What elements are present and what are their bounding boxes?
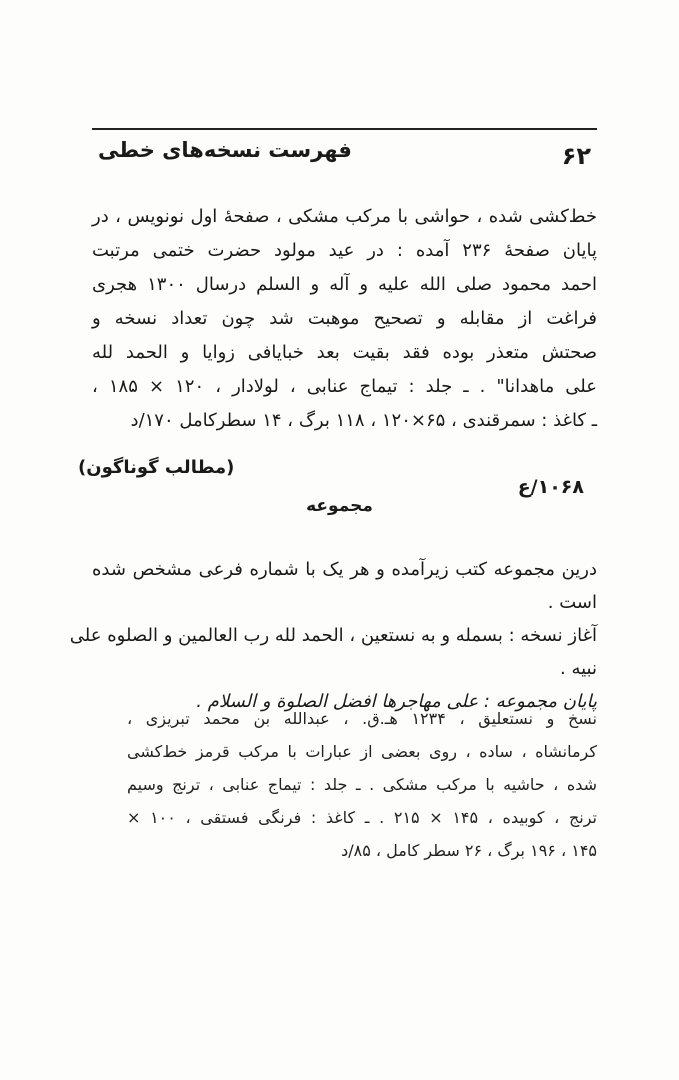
text-line: ترنج ، کوبیده ، ۱۴۵ × ۲۱۵ . ـ کاغذ : فرنگی فستقی ، ۱۰۰ × xyxy=(127,808,598,827)
text-line: آغاز نسخه : بسمله و به نستعین ، الحمد لله رب العالمین و الصلوه علی xyxy=(69,625,597,646)
running-title: فهرست نسخه‌های خطی xyxy=(98,138,352,162)
text-line: کرمانشاه ، ساده ، روی بعضی از عبارات با مرکب قرمز خط‌کشی xyxy=(127,742,597,761)
text-line: درین مجموعه کتب زیرآمده و هر یک با شماره فرعی مشخص شده xyxy=(92,559,597,580)
entry-physical-details xyxy=(127,702,597,867)
text-line: نبیه . xyxy=(560,658,597,679)
entry-code: ۱۰۶۸/ع xyxy=(517,476,584,498)
text-line: پایان مجموعه : علی مهاجرها افضل الصلوة و السلام . xyxy=(196,691,597,712)
page-number: ۶۲ xyxy=(561,142,591,170)
header-rule xyxy=(92,128,597,130)
text-line: است . xyxy=(547,592,597,613)
entry-description xyxy=(69,553,597,718)
text-line: نسخ و نستعلیق ، ۱۲۳۴ هـ.ق. ، عبدالله بن محمد تبریزی ، xyxy=(127,709,598,728)
section-heading: (مطالب گوناگون) xyxy=(78,457,235,478)
text-line: علی ماهدانا" . ـ جلد : تیماج عنابی ، لولادار ، ۱۲۰ × ۱۸۵ ، xyxy=(92,376,598,397)
text-line: شده ، حاشیه با مرکب مشکی . ـ جلد : تیماج عنابی ، ترنج وسیم xyxy=(127,775,597,794)
text-line: فراغت از مقابله و تصحیح موهبت شد چون تعداد نسخه و xyxy=(92,308,597,329)
text-line: احمد محمود صلی الله علیه و آله و السلم درسال ۱۳۰۰ هجری xyxy=(92,274,597,295)
catalog-entry-continuation xyxy=(92,200,597,438)
text-line: صحتش متعذر بوده فقد بقیت بعد خبایافی زوایا و الحمد لله xyxy=(92,342,597,363)
text-line: خط‌کشی شده ، حواشی با مرکب مشکی ، صفحهٔ اول نونویس ، در xyxy=(92,206,597,227)
text-line: ۱۴۵ ، ۱۹۶ برگ ، ۲۶ سطر کامل ، ۸۵/د xyxy=(341,841,597,860)
text-line: پایان صفحهٔ ۲۳۶ آمده : در عید مولود حضرت ختمی مرتبت xyxy=(92,240,598,261)
entry-title: مجموعه xyxy=(306,496,373,516)
page-header xyxy=(92,128,597,176)
text-line: ـ کاغذ : سمرقندی ، ۶۵×۱۲۰ ، ۱۱۸ برگ ، ۱۴ سطرکامل ۱۷۰/د xyxy=(130,410,597,431)
